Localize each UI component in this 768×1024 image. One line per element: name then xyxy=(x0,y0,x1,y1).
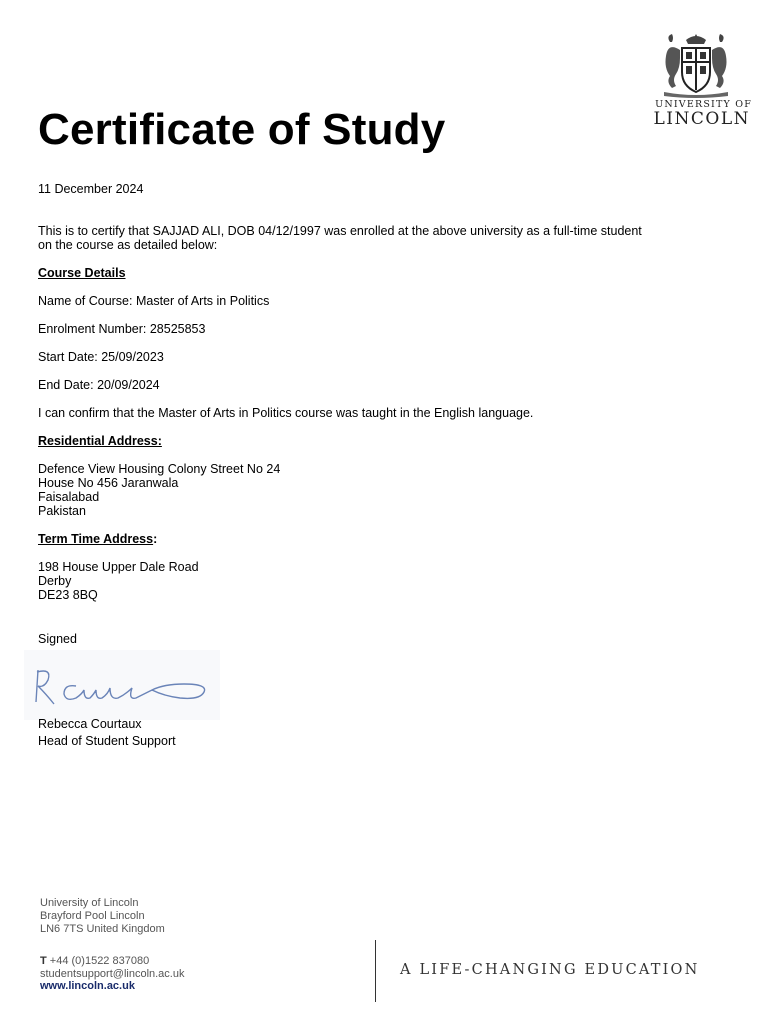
residential-address-line: House No 456 Jaranwala xyxy=(38,476,179,490)
signature-image xyxy=(24,650,220,720)
footer-divider xyxy=(375,940,376,1002)
certificate-date: 11 December 2024 xyxy=(38,182,144,196)
signatory-role: Head of Student Support xyxy=(38,734,176,748)
logo-line-university-of: UNIVERSITY OF xyxy=(655,99,752,110)
residential-address-heading: Residential Address: xyxy=(38,434,162,448)
language-statement: I can confirm that the Master of Arts in Politics course was taught in the English language. xyxy=(38,406,534,420)
term-address-line: DE23 8BQ xyxy=(38,588,98,602)
term-address-heading-colon: : xyxy=(153,532,158,546)
phone-label: T xyxy=(40,955,47,967)
end-date: End Date: 20/09/2024 xyxy=(38,378,160,392)
enrolment-number: Enrolment Number: 28525853 xyxy=(38,322,206,336)
term-address-heading xyxy=(38,532,157,546)
logo-line-lincoln: LINCOLN xyxy=(653,109,750,129)
term-address-heading-text: Term Time Address xyxy=(38,532,154,546)
footer-email[interactable]: studentsupport@lincoln.ac.uk xyxy=(40,968,185,980)
page-title: Certificate of Study xyxy=(38,105,446,154)
footer-address-line: Brayford Pool Lincoln xyxy=(40,910,145,922)
course-details-heading: Course Details xyxy=(38,266,126,280)
footer-address-line: University of Lincoln xyxy=(40,897,139,909)
phone-number: +44 (0)1522 837080 xyxy=(49,955,150,967)
residential-address-line: Pakistan xyxy=(38,504,86,518)
footer-address-line: LN6 7TS United Kingdom xyxy=(40,923,165,935)
residential-address-line: Faisalabad xyxy=(38,490,100,504)
term-address-line: Derby xyxy=(38,574,72,588)
signatory-name: Rebecca Courtaux xyxy=(38,717,142,731)
footer-tagline: A LIFE-CHANGING EDUCATION xyxy=(400,962,700,978)
crest-icon xyxy=(646,28,746,98)
course-name: Name of Course: Master of Arts in Politics xyxy=(38,294,270,308)
signature-scribble xyxy=(24,650,220,720)
residential-address-line: Defence View Housing Colony Street No 24 xyxy=(38,462,281,476)
intro-line-1: This is to certify that SAJJAD ALI, DOB 04/12/1997 was enrolled at the above university as a full-time student xyxy=(38,224,642,238)
start-date: Start Date: 25/09/2023 xyxy=(38,350,164,364)
footer-website-link[interactable]: www.lincoln.ac.uk xyxy=(40,980,135,992)
term-address-line: 198 House Upper Dale Road xyxy=(38,560,199,574)
footer-phone xyxy=(40,955,149,968)
intro-line-2: on the course as detailed below: xyxy=(38,238,218,252)
signed-label: Signed xyxy=(38,632,77,646)
